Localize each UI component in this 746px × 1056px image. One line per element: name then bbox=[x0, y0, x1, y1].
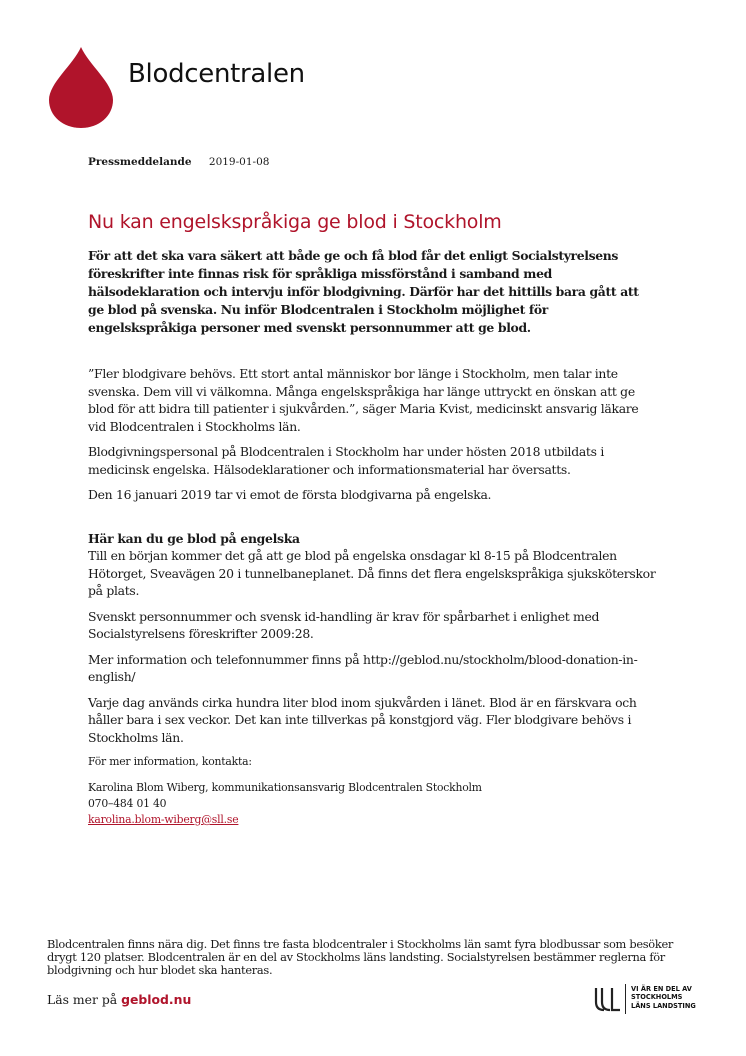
document-date: 2019-01-08 bbox=[208, 156, 270, 168]
blodcentralen-logo bbox=[48, 45, 328, 130]
quote-paragraph: ”Fler blodgivare behövs. Ett stort antal människor bor länge i Stockholm, men talar inte svenska. Dem vill vi välkomna. Många engelskspråkiga har länge uttryckt en önskan att ge blod för att bidra till patienter i sjukvården.”, säger Maria Kvist, medicinskt ansvarig läkare vid Blodcentralen i Stockholms län. bbox=[88, 366, 639, 434]
read-more bbox=[47, 992, 191, 1007]
geblod-link[interactable]: geblod.nu bbox=[121, 992, 192, 1007]
logo-wordmark: Blodcentralen bbox=[128, 59, 305, 89]
body-paragraph: Den 16 januari 2019 tar vi emot de första blodgivarna på engelska. bbox=[88, 487, 492, 502]
article bbox=[88, 211, 658, 828]
sll-divider bbox=[625, 984, 626, 1014]
contact-email-link[interactable]: karolina.blom-wiberg@sll.se bbox=[88, 813, 239, 826]
section-heading: Här kan du ge blod på engelska bbox=[88, 530, 300, 546]
body-paragraph: Blodgivningspersonal på Blodcentralen i Stockholm har under hösten 2018 utbildats i medicinsk engelska. Hälsodeklarationer och informationsmaterial har översatts. bbox=[88, 444, 604, 477]
contact-phone: 070–484 01 40 bbox=[88, 797, 167, 810]
read-more-label: Läs mer på bbox=[47, 992, 118, 1007]
blood-drop-icon bbox=[48, 45, 114, 129]
contact-intro: För mer information, kontakta: bbox=[88, 755, 252, 768]
footer-description: Blodcentralen finns nära dig. Det finns tre fasta blodcentraler i Stockholms län samt fyra blodbussar som besöker drygt 120 platser. Blodcentralen är en del av Stockholms läns landsting. Socialstyrelsen bestämmer reglerna för blodgivning och hur blodet ska hanteras. bbox=[47, 937, 674, 977]
section-paragraph: Varje dag används cirka hundra liter blod inom sjukvården i länet. Blod är en färskvara och håller bara i sex veckor. Det kan inte tillverkas på konstgjord väg. Fler blodgivare behövs i Stockholms län. bbox=[88, 694, 637, 745]
sll-logo bbox=[592, 982, 707, 1016]
section-paragraph: Svenskt personnummer och svensk id-handling är krav för spårbarhet i enlighet med Socialstyrelsens föreskrifter 2009:28. bbox=[88, 608, 600, 641]
lead-paragraph: För att det ska vara säkert att både ge och få blod får det enligt Socialstyrelsens föreskrifter inte finnas risk för språkliga missförstånd i samband med hälsodeklaration och intervju inför blodgivning. Därför har det hittills bara gått att ge blod på svenska. Nu inför Blodcentralen i Stockholm möjlighet för engelskspråkiga personer med svenskt personnummer att ge blod. bbox=[88, 248, 639, 335]
document-type: Pressmeddelande bbox=[88, 156, 192, 168]
sll-logo-icon bbox=[592, 982, 622, 1016]
sll-tagline: VI ÄR EN DEL AV STOCKHOLMS LÄNS LANDSTING bbox=[631, 985, 696, 1010]
press-meta bbox=[88, 156, 269, 168]
contact-name: Karolina Blom Wiberg, kommunikationsansvarig Blodcentralen Stockholm bbox=[88, 781, 482, 794]
section-paragraph: Mer information och telefonnummer finns på http://geblod.nu/stockholm/blood-donation-in-english/ bbox=[88, 651, 638, 684]
headline: Nu kan engelskspråkiga ge blod i Stockholm bbox=[88, 211, 502, 233]
section-paragraph: Till en början kommer det gå att ge blod på engelska onsdagar kl 8-15 på Blodcentralen Hötorget, Sveavägen 20 i tunnelbaneplanet. Då finns det flera engelskspråkiga sjuksköterskor på plats. bbox=[88, 548, 656, 598]
